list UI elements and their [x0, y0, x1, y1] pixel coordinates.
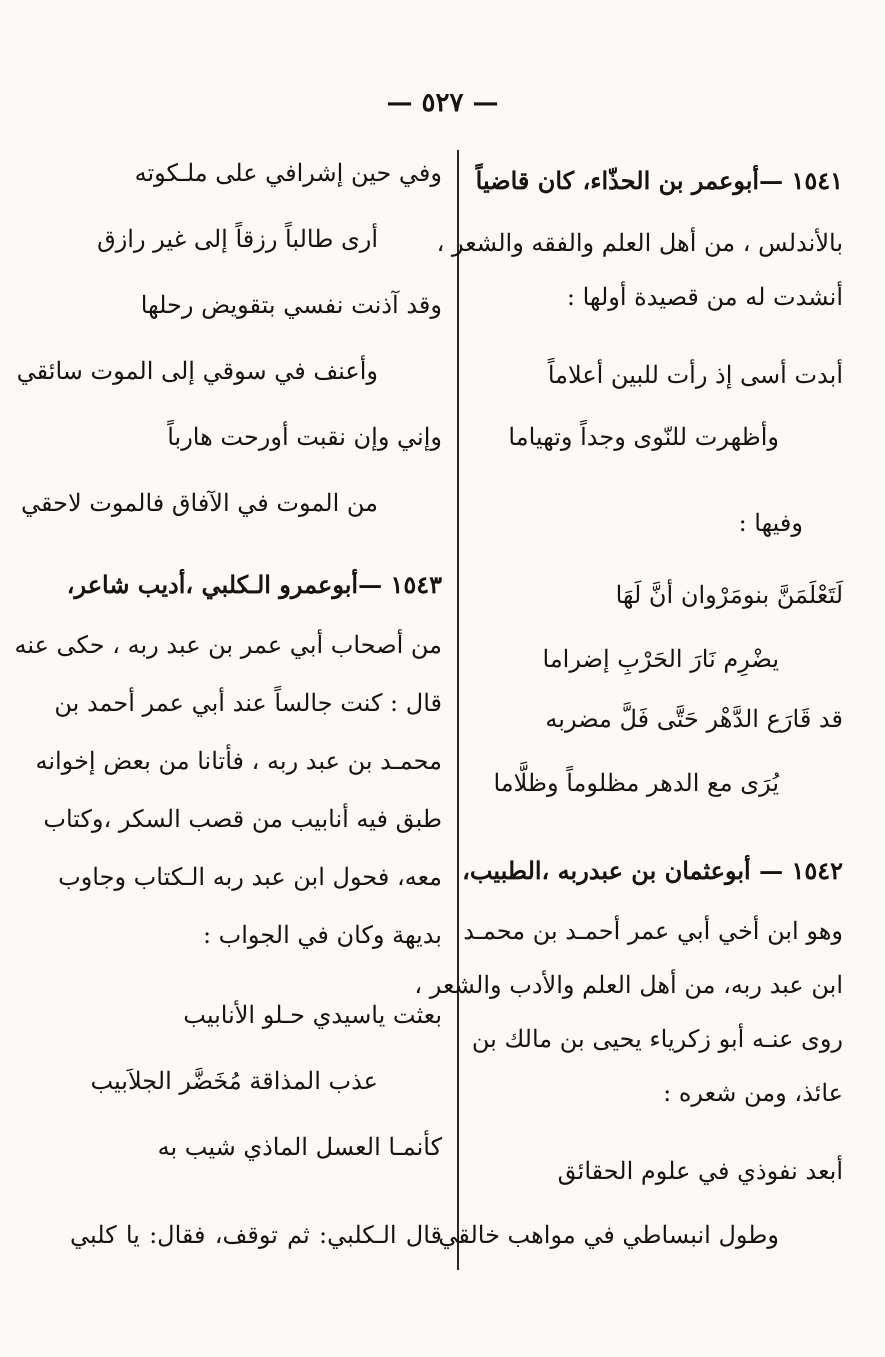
verse-1-hemistich-a: أبدت أسى إذ رأت للبين أعلاماً [547, 361, 843, 389]
verse-2-hemistich-c: قد قَارَع الدَّهْر حَتَّى فَلَّ مضربه [545, 705, 843, 733]
entry-1543-line-3: قال : كنت جالساً عند أبي عمر أحمد بن [54, 689, 442, 717]
entry-1541-line-3: أنشدت له من قصيدة أولها : [566, 283, 843, 311]
verse-4-hemistich-c: كأنمـا العسل الماذي شيب به [157, 1133, 442, 1161]
verse-3-hemistich-b: وطول انبساطي في مواهب خالقي [438, 1221, 779, 1249]
verse-2-hemistich-d: يُرَى مع الدهر مظلوماً وظلَّاما [493, 769, 779, 797]
verse-cont-line-4: وأعنف في سوقي إلى الموت سائقي [16, 357, 378, 385]
entry-1542-line-2: وهو ابن أخي أبي عمر أحمـد بن محمـد [463, 917, 843, 945]
verse-1-hemistich-b: وأظهرت للنّوى وجداً وتهياما [508, 423, 779, 451]
verse-cont-line-3: وقد آذنت نفسي بتقويض رحلها [140, 291, 442, 319]
verse-cont-line-2: أرى طالباً رزقاً إلى غير رازق [97, 225, 378, 253]
column-divider [457, 150, 459, 1270]
entry-1542-line-3: ابن عبد ربه، من أهل العلم والأدب والشعر ، [414, 971, 843, 999]
entry-1543-line-7: بديهة وكان في الجواب : [202, 921, 442, 949]
entry-1541-line-2: بالأندلس ، من أهل العلم والفقه والشعر ، [436, 229, 843, 257]
verse-4-hemistich-b: عذب المذاقة مُخَضَّر الجلاَبيب [90, 1067, 378, 1095]
verse-cont-line-5: وإني وإن نقبت أورحت هارباً [167, 423, 442, 451]
wafiha-label: وفيها : [738, 509, 803, 537]
verse-cont-line-1: وفي حين إشرافي على ملـكوته [134, 159, 442, 187]
verse-4-hemistich-a: بعثت ياسيدي حـلو الأنابيب [183, 1001, 442, 1029]
entry-1541-line-1: ١٥٤١ —أبوعمر بن الحذّاء، كان قاضياً [475, 166, 843, 195]
entry-1543-line-1: ١٥٤٣ —أبوعمرو الـكلبي ،أديب شاعر، [66, 570, 442, 599]
verse-2-hemistich-b: يضْرِم نَارَ الحَرْبِ إضراما [542, 645, 779, 673]
entry-1542-line-5: عائذ، ومن شعره : [663, 1079, 843, 1107]
verse-3-hemistich-a: أبعد نفوذي في علوم الحقائق [557, 1157, 843, 1185]
entry-1542-line-4: روى عنـه أبو زكرياء يحيى بن مالك بن [471, 1025, 843, 1053]
page-number: — ٥٢٧ — [386, 88, 499, 118]
verse-2-hemistich-a: لَتَعْلَمَنَّ بنومَرْوان أنَّ لَهَا [615, 581, 843, 609]
entry-1543-line-6: معه، فحول ابن عبد ربه الـكتاب وجاوب [58, 863, 442, 891]
entry-1543-line-4: محمـد بن عبد ربه ، فأتانا من بعض إخوانه [35, 747, 442, 775]
entry-1543-line-5: طبق فيه أنابيب من قصب السكر ،وكتاب [43, 805, 442, 833]
entry-1542-line-1: ١٥٤٢ — أبوعثمان بن عبدربه ،الطبيب، [462, 856, 843, 885]
last-line: قال الـكلبي: ثم توقف، فقال: يا كلبي [70, 1221, 442, 1249]
verse-cont-line-6: من الموت في الآفاق فالموت لاحقي [21, 489, 378, 517]
entry-1543-line-2: من أصحاب أبي عمر بن عبد ربه ، حكى عنه [14, 631, 442, 659]
